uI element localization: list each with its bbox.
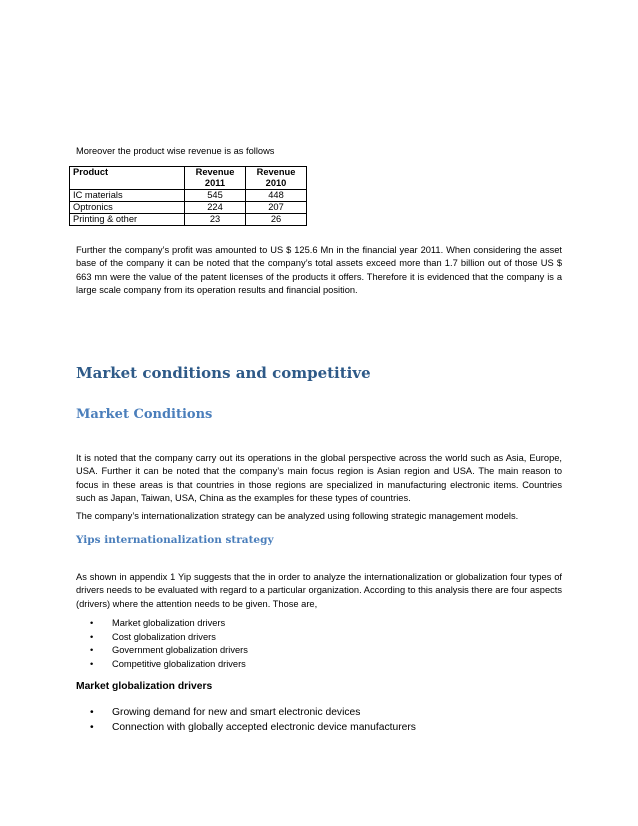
header-revenue-2011: Revenue 2011 — [185, 167, 246, 190]
yip-paragraph: As shown in appendix 1 Yip suggests that the in order to analyze the internationalization or globalization four types of drivers needs to be evaluated with regard to a particular organization. According to this analysis there are four aspects (drivers) where the attention needs to be given. Those are, — [76, 572, 562, 609]
table-cell: 207 — [246, 202, 307, 214]
table-header-row — [70, 167, 307, 190]
table-cell: Optronics — [70, 202, 185, 214]
section-heading: Market conditions and competitive — [76, 364, 371, 382]
header-revenue-2010: Revenue 2010 — [246, 167, 307, 190]
subsection-heading: Market Conditions — [76, 407, 213, 422]
list-item: • Growing demand for new and smart electronic devices — [76, 705, 416, 720]
table-cell: 23 — [185, 214, 246, 226]
intro-text: Moreover the product wise revenue is as follows — [76, 146, 275, 156]
table-row — [70, 202, 307, 214]
table-cell: 448 — [246, 190, 307, 202]
list-item: • Government globalization drivers — [76, 644, 248, 658]
header-product: Product — [70, 167, 185, 190]
market-drivers-list — [76, 705, 416, 735]
list-item: • Competitive globalization drivers — [76, 658, 248, 672]
market-conditions-paragraph: It is noted that the company carry out its operations in the global perspective across the world such as Asia, Europe, USA. Further it can be noted that the company’s main focus region is Asian region and USA. The main reason to focus in these areas is that countries in those regions are specialized in manufacturing electronic items. Countries such as Japan, Taiwan, USA, China as the examples for these types of countries. — [76, 453, 562, 504]
drivers-list — [76, 617, 248, 671]
list-item: • Connection with globally accepted electronic device manufacturers — [76, 720, 416, 735]
market-drivers-heading: Market globalization drivers — [76, 681, 213, 692]
list-item: • Market globalization drivers — [76, 617, 248, 631]
table-cell: Printing & other — [70, 214, 185, 226]
profit-paragraph: Further the company’s profit was amounted to US $ 125.6 Mn in the financial year 2011. When considering the asset base of the company it can be noted that the company’s total assets exceed more than 1.7 billion out of those US $ 663 mn were the value of the patent licenses of the products it offers. Therefore it is evidenced that the company is a large scale company from its operation results and financial position. — [76, 245, 562, 296]
table-row — [70, 190, 307, 202]
list-item: • Cost globalization drivers — [76, 631, 248, 645]
table-row — [70, 214, 307, 226]
table-cell: 224 — [185, 202, 246, 214]
table-cell: IC materials — [70, 190, 185, 202]
strategy-intro-paragraph: The company’s internationalization strategy can be analyzed using following strategic management models. — [76, 511, 519, 521]
revenue-table — [69, 166, 307, 226]
yips-heading: Yips internationalization strategy — [76, 534, 274, 546]
table-cell: 26 — [246, 214, 307, 226]
table-cell: 545 — [185, 190, 246, 202]
